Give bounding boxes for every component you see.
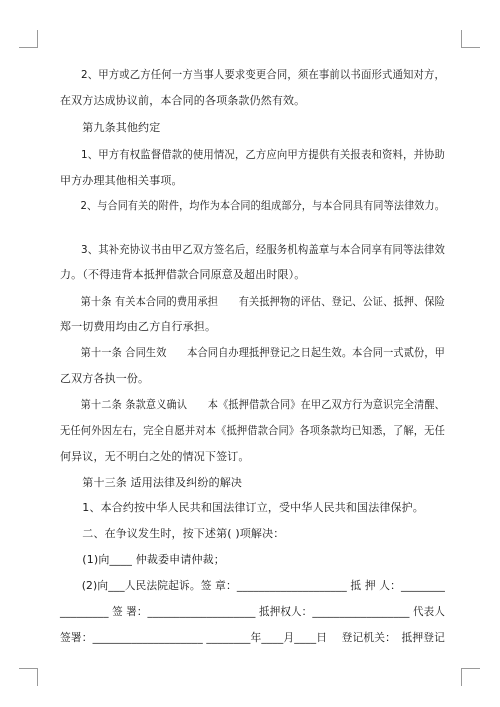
signature-line: _________ 签 署：____________________ 抵押权人：__________________ 代表人 [60,605,445,618]
signature-line: (2)向___人民法院起诉。签 章：____________________ 抵 押 人：________ [60,579,445,592]
text-line: 1、甲方有权监督借款的使用情况，乙方应向甲方提供有关报表和资料，并协助 [60,148,445,161]
text-line: (1)向____ 仲裁委申请仲裁； [60,553,225,566]
text-line: 乙双方各执一份。 [60,372,150,385]
crop-mark-bottom-right-vertical [461,668,462,686]
crop-mark-top-left-vertical [37,30,38,48]
crop-mark-bottom-left-horizontal [19,668,38,669]
signature-line: 签署：____________________ ________年____月____日 登记机关： 抵押登记 [60,631,445,644]
text-line: 2、甲方或乙方任何一方当事人要求变更合同，须在事前以书面形式通知对方， [60,68,445,81]
text-line: 1、本合约按中华人民共和国法律订立，受中华人民共和国法律保护。 [60,501,424,514]
crop-mark-top-right-vertical [461,30,462,48]
text-line: 二、在争议发生时，按下述第( )项解决： [60,527,285,540]
text-line: 在双方达成协议前，本合同的各项条款仍然有效。 [60,94,306,107]
crop-mark-bottom-left-vertical [37,668,38,686]
text-line: 何异议，无不明白之处的情况下签订。 [60,450,250,463]
text-line: 甲方办理其他相关事项。 [60,174,183,187]
text-line: 3、其补充协议书由甲乙双方签名后，经服务机构盖章与本合同享有同等法律效 [60,243,445,256]
crop-mark-bottom-right-horizontal [461,668,480,669]
text-line: 郑一切费用均由乙方自行承担。 [60,320,217,333]
section-heading: 第十三条 适用法律及纠纷的解决 [60,476,243,489]
text-line: 第十一条 合同生效 本合同自办理抵押登记之日起生效。本合同一式贰份，甲 [60,346,445,359]
text-line: 无任何外因左右，完全自愿并对本《抵押借款合同》各项条款均已知悉，了解，无任 [60,424,445,437]
text-line: 力。（不得违背本抵押借款合同原意及超出时限）。 [60,268,306,281]
crop-mark-top-right-horizontal [461,47,480,48]
text-line: 第十二条 条款意义确认 本《抵押借款合同》在甲乙双方行为意识完全清醒、 [60,398,445,411]
section-heading: 第九条其他约定 [60,121,161,134]
text-line: 2、与合同有关的附件，均作为本合同的组成部分，与本合同具有同等法律效力。 [60,199,445,212]
crop-mark-top-left-horizontal [19,47,38,48]
text-line: 第十条 有关本合同的费用承担 有关抵押物的评估、登记、公证、抵押、保险 [60,295,445,308]
